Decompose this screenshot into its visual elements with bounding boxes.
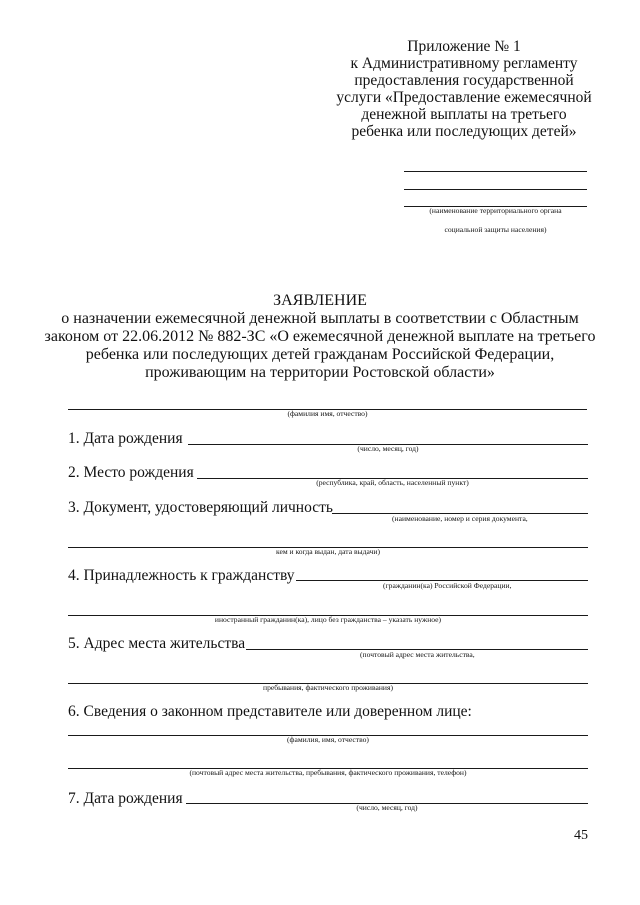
birth-date-2-caption: (число, месяц, год) bbox=[356, 803, 418, 812]
page-number: 45 bbox=[574, 828, 588, 843]
birth-place-caption: (республика, край, область, населенный пункт) bbox=[316, 478, 469, 487]
identity-document-caption-2: кем и когда выдан, дата выдачи) bbox=[275, 547, 381, 556]
application-subtitle: о назначении ежемесячной денежной выплаты в соответствии с Областным bbox=[61, 310, 579, 327]
field-label-address: 5. Адрес места жительства bbox=[68, 635, 246, 652]
application-heading: ЗАЯВЛЕНИЕ bbox=[273, 292, 367, 309]
appendix-line: предоставления государственной bbox=[354, 72, 574, 89]
fio-caption: (фамилия имя, отчество) bbox=[287, 409, 368, 418]
field-label-birth-date-2: 7. Дата рождения bbox=[68, 790, 183, 807]
address-caption-2: пребывания, фактического проживания) bbox=[263, 683, 393, 692]
organ-field-line[interactable] bbox=[404, 189, 587, 190]
appendix-line: Приложение № 1 bbox=[407, 38, 521, 55]
field-label-identity-document: 3. Документ, удостоверяющий личность bbox=[68, 499, 333, 516]
appendix-line: денежной выплаты на третьего bbox=[361, 106, 567, 123]
field-label-citizenship: 4. Принадлежность к гражданству bbox=[68, 567, 295, 584]
citizenship-caption-2: иностранный гражданин(ка), лицо без гражданства – указать нужное) bbox=[214, 615, 442, 624]
appendix-line: к Административному регламенту bbox=[350, 55, 578, 72]
field-label-representative: 6. Сведения о законном представителе или доверенном лице: bbox=[68, 703, 472, 720]
organ-field-line[interactable] bbox=[404, 171, 587, 172]
appendix-line: услуги «Предоставление ежемесячной bbox=[336, 89, 592, 106]
application-subtitle: проживающим на территории Ростовской области» bbox=[145, 364, 495, 381]
address-caption: (почтовый адрес места жительства, bbox=[360, 650, 475, 659]
field-label-birth-place: 2. Место рождения bbox=[68, 464, 194, 481]
representative-caption: (фамилия, имя, отчество) bbox=[287, 735, 369, 744]
appendix-header bbox=[330, 38, 598, 140]
application-title bbox=[0, 292, 640, 382]
appendix-line: ребенка или последующих детей» bbox=[351, 123, 577, 140]
citizenship-caption: (гражданин(ка) Российской Федерации, bbox=[383, 581, 512, 590]
representative-caption-2: (почтовый адрес места жительства, пребывания, фактического проживания, телефон) bbox=[189, 768, 467, 777]
birth-date-caption: (число, месяц, год) bbox=[357, 444, 419, 453]
field-label-birth-date: 1. Дата рождения bbox=[68, 430, 183, 447]
application-subtitle: ребенка или последующих детей гражданам Российской Федерации, bbox=[85, 346, 555, 363]
application-subtitle: законом от 22.06.2012 № 882-ЗС «О ежемесячной денежной выплате на третьего bbox=[44, 328, 596, 345]
organ-caption: (наименование территориального органа bbox=[429, 206, 562, 215]
organ-caption: социальной защиты населения) bbox=[444, 225, 547, 234]
identity-document-caption: (наименование, номер и серия документа, bbox=[392, 514, 528, 523]
